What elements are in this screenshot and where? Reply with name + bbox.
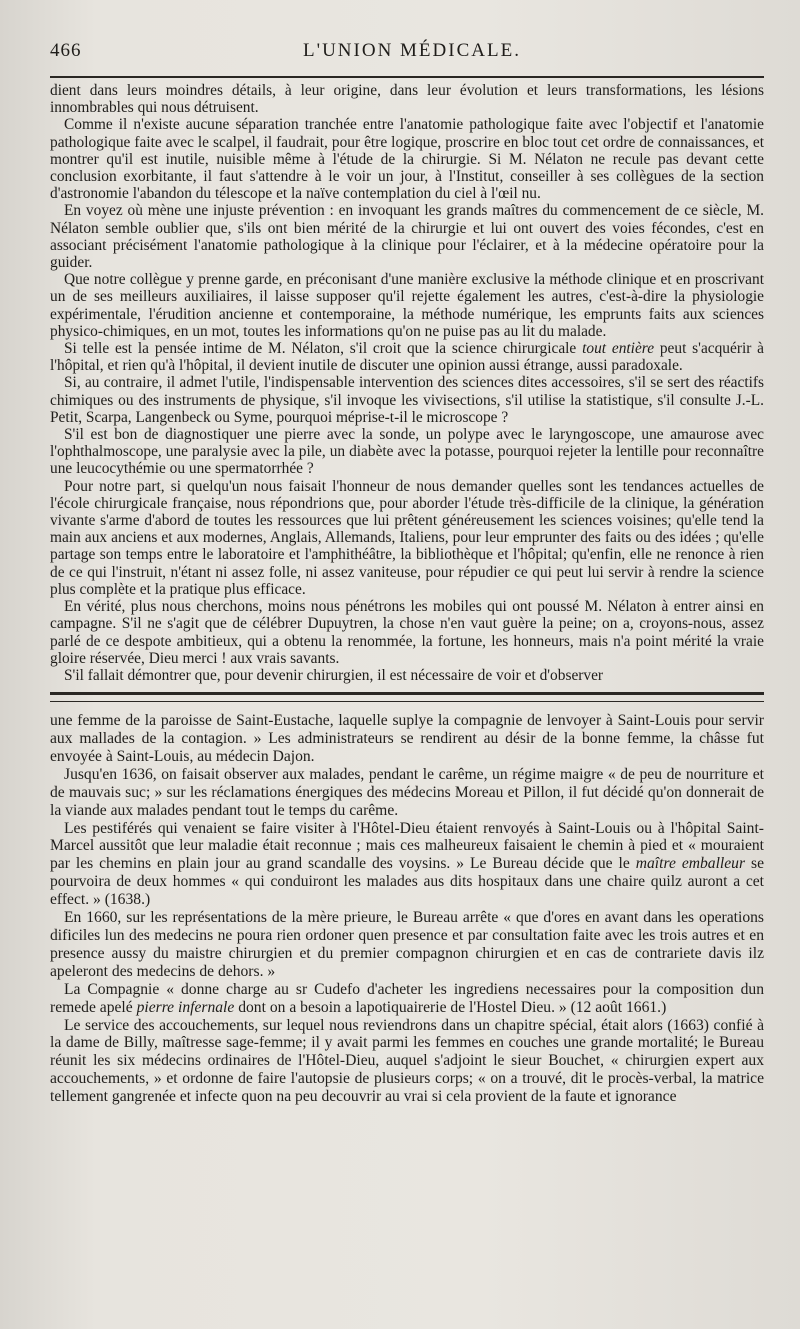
feuilleton-separator xyxy=(50,692,764,702)
header-rule xyxy=(50,76,764,78)
main-article xyxy=(50,82,764,684)
feuilleton-paragraph: En 1660, sur les représentations de la mère prieure, le Bureau arrête « que d'ores en avant dans les operations dificiles lun des medecins ne poura rien ordoner quen presence et par consultation faite avec les trois autres et en presence aussy du maistre chirurgien et du premier compagnon chirurgien et en cas de contrariete davis ilz apeleront des medecins de dehors. » xyxy=(50,909,764,980)
page-number: 466 xyxy=(50,40,82,61)
paragraph: Comme il n'existe aucune séparation tranchée entre l'anatomie pathologique faite avec l'objectif et l'anatomie pathologique faite avec le scalpel, il faudrait, pour être logique, proscrire en bloc tout cet ordre de connaissances, et montrer qu'il est inutile, nuisible même à l'étude de la chirurgie. Si M. Nélaton ne recule pas devant cette conclusion exorbitante, il faut s'attendre à le voir un jour, à l'Institut, conseiller à ses collègues de la section d'astronomie l'abandon du télescope et la naïve contemplation du ciel à l'œil nu. xyxy=(50,116,764,203)
paragraph: En voyez où mène une injuste prévention : en invoquant les grands maîtres du commencement de ce siècle, M. Nélaton semble oublier que, s'ils ont bien mérité de la chirurgie et lui ont ouvert des voies fécondes, c'est en associant précisément l'anatomie pathologique à la clinique pour l'éclairer, et à la médecine opératoire pour la guider. xyxy=(50,202,764,272)
paragraph: dient dans leurs moindres détails, à leur origine, dans leur évolution et leurs transformations, les lésions innombrables qui nous détruisent. xyxy=(50,82,764,117)
feuilleton-paragraph: Le service des accouchements, sur lequel nous reviendrons dans un chapitre spécial, était alors (1663) confié à la dame de Billy, maîtresse sage-femme; il y avait parmi les femmes en couches une grande mortalité; le Bureau réunit les six médecins ordinaires de l'Hôtel-Dieu, auquel s'adjoint le sieur Bouchet, « chirurgien expert aux accouchements, » et ordonne de faire l'autopsie de plusieurs corps; « on a trouvé, dit le procès-verbal, la matrice tellement gangrenée et infecte quon na peu decouvrir au vrai si cela provient de la faute et ignorance xyxy=(50,1016,764,1106)
paragraph: Pour notre part, si quelqu'un nous faisait l'honneur de nous demander quelles sont les tendances actuelles de l'école chirurgicale française, nous répondrions que, pour aborder l'étude très-difficile de la clinique, la génération vivante s'arme d'abord de toutes les ressources que lui prêtent généreusement les sciences voisines; qu'elle tend la main aux anciens et aux modernes, Anglais, Allemands, Italiens, pour leur emprunter des faits ou des idées ; qu'elle partage son temps entre le laboratoire et l'amphithéâtre, la bibliothèque et l'hôpital; qu'enfin, elle ne renonce à rien de ce qui l'instruit, n'étant ni assez folle, ni assez vaniteuse, pour répudier ce qui peut lui servir à rendre la science plus complète et la pratique plus efficace. xyxy=(50,477,764,598)
running-header xyxy=(50,40,764,70)
feuilleton-paragraph: Les pestiférés qui venaient se faire visiter à l'Hôtel-Dieu étaient renvoyés à Saint-Louis ou à l'hôpital Saint-Marcel aussitôt que leur maladie était reconnue ; mais ces malheureux faisaient le chemin à pied et « mouraient par les chemins en plain jour au grand scandalle des voysins. » Le Bureau décide que le maître emballeur se pourvoira de deux hommes « qui conduiront les malades aus dits hospitaux dans une chaire quilz auront a cet effect. » (1638.) xyxy=(50,819,765,909)
feuilleton-paragraph: une femme de la paroisse de Saint-Eustache, laquelle suplye la compagnie de lenvoyer à Saint-Louis pour servir aux mallades de la contagion. » Les administrateurs se rendirent au désir de la bonne femme, la châsse fut envoyée à Saint-Louis, au médecin Dajon. xyxy=(50,712,764,765)
paragraph: S'il fallait démontrer que, pour devenir chirurgien, il est nécessaire de voir et d'observer xyxy=(64,666,604,684)
feuilleton xyxy=(50,712,764,1106)
journal-title: L'UNION MÉDICALE. xyxy=(303,40,521,61)
paragraph: Si, au contraire, il admet l'utile, l'indispensable intervention des sciences dites accessoires, s'il se sert des réactifs chimiques ou des instruments de physique, s'il invoque les vivisections, s'il utilise la statistique, s'il consulte J.-L. Petit, Scarpa, Langenbeck ou Syme, pourquoi méprise-t-il le microscope ? xyxy=(50,374,764,426)
paragraph: Si telle est la pensée intime de M. Nélaton, s'il croit que la science chirurgicale tout entière peut s'acquérir à l'hôpital, et rien qu'à l'hôpital, il devient inutile de discuter une opinion aussi étrange, aussi paradoxale. xyxy=(50,340,765,375)
feuilleton-paragraph: Jusqu'en 1636, on faisait observer aux malades, pendant le carême, un régime maigre « de peu de nourriture et de mauvais suc; » sur les réclamations énergiques des médecins Moreau et Pillon, il fut décidé qu'on donnerait de la viande aux malades pendant tout le temps du carême. xyxy=(50,765,764,819)
paragraph: En vérité, plus nous cherchons, moins nous pénétrons les mobiles qui ont poussé M. Nélaton à entrer ainsi en campagne. S'il ne s'agit que de célébrer Dupuytren, la chose n'en vaut guère la peine; on a, croyons-nous, assez parlé de ce despote ambitieux, qui a obtenu la renommée, la fortune, les honneurs, mais n'a point mérité la vraie gloire réservée, Dieu merci ! aux vrais savants. xyxy=(50,598,764,667)
paragraph: Que notre collègue y prenne garde, en préconisant d'une manière exclusive la méthode clinique et en proscrivant un de ses meilleurs auxiliaires, il laisse supposer qu'il rejette également les autres, c'est-à-dire la physiologie expérimentale, l'érudition ancienne et contemporaine, la méthode numérique, les emprunts faits aux sciences physico-chimiques, en un mot, toutes les informations qu'on ne puise pas au lit du malade. xyxy=(50,271,764,340)
feuilleton-paragraph: La Compagnie « donne charge au sr Cudefo d'acheter les ingrediens necessaires pour la composition dun remede apelé pierre infernale dont on a besoin a lapotiquairerie de l'Hostel Dieu. » (12 août 1661.) xyxy=(50,980,764,1016)
paragraph: S'il est bon de diagnostiquer une pierre avec la sonde, un polype avec le laryngoscope, une amaurose avec l'ophthalmoscope, une paralysie avec la pile, un diabète avec la potasse, pourquoi rejeter la lentille pour reconnaître une leucocythémie ou une spermatorrhée ? xyxy=(50,426,764,478)
